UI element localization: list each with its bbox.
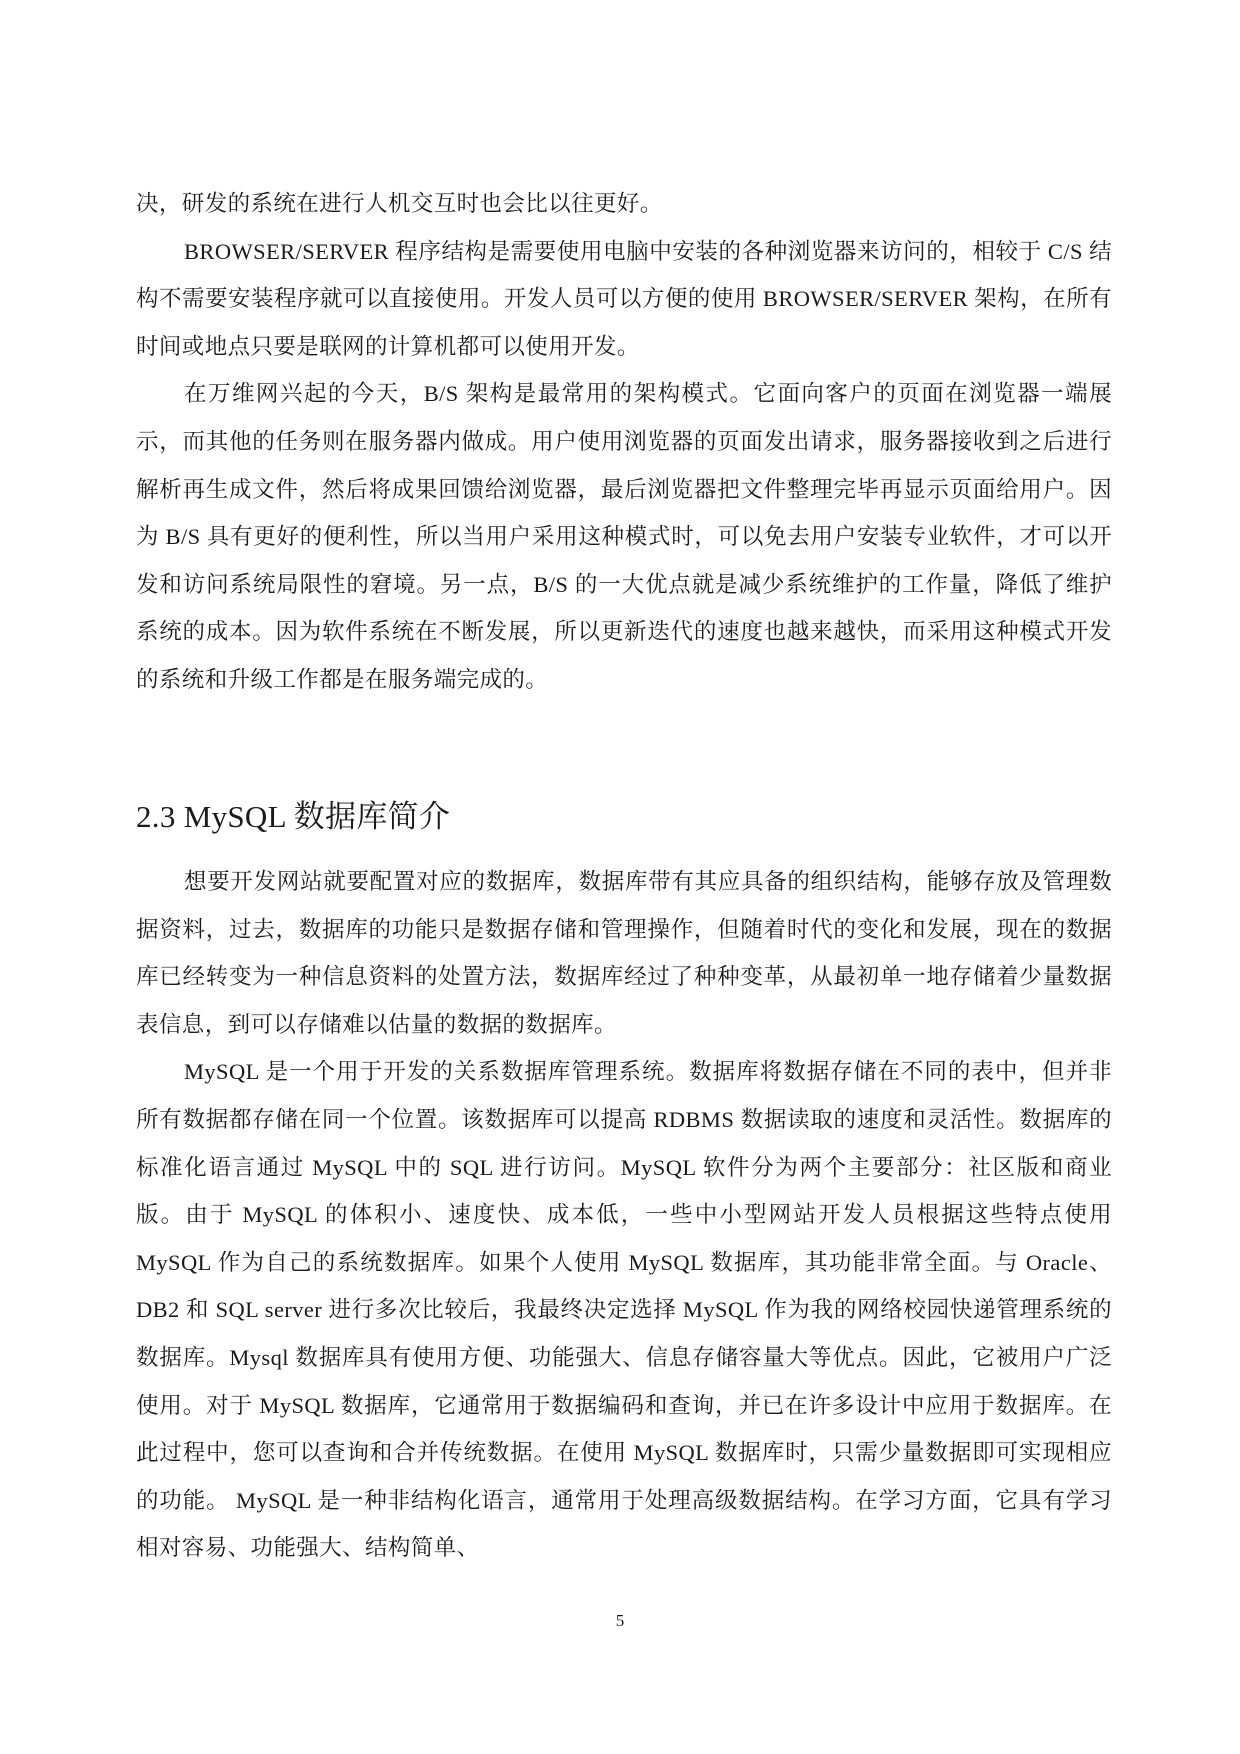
paragraph-database-intro: 想要开发网站就要配置对应的数据库，数据库带有其应具备的组织结构，能够存放及管理数据资料，过去，数据库的功能只是数据存储和管理操作，但随着时代的变化和发展，现在的数据库已经转变为一种信息资料的处置方法，数据库经过了种种变革，从最初单一地存储着少量数据表信息，到可以存储难以估量的数据的数据库。 (136, 869, 1112, 1037)
previous-section-body (136, 180, 1112, 704)
paragraph-continuation: 决，研发的系统在进行人机交互时也会比以往更好。 (136, 191, 663, 216)
section-heading: 2.3 MySQL 数据库简介 (136, 799, 451, 834)
paragraph-bs-structure: BROWSER/SERVER 程序结构是需要使用电脑中安装的各种浏览器来访问的，相较于 C/S 结构不需要安装程序就可以直接使用。开发人员可以方便的使用 BROWSER/SERVER 架构，在所有时间或地点只要是联网的计算机都可以使用开发。 (136, 238, 1112, 359)
section-body (136, 858, 1112, 1572)
page-number: 5 (615, 1611, 625, 1630)
paragraph-mysql-description: MySQL 是一个用于开发的关系数据库管理系统。数据库将数据存储在不同的表中，但并非所有数据都存储在同一个位置。该数据库可以提高 RDBMS 数据读取的速度和灵活性。数据库的标准化语言通过 MySQL 中的 SQL 进行访问。MySQL 软件分为两个主要部分：社区版和商业版。由于 MySQL 的体积小、速度快、成本低，一些中小型网站开发人员根据这些特点使用 MySQL 作为自己的系统数据库。如果个人使用 MySQL 数据库，其功能非常全面。与 Oracle、DB2 和 SQL server 进行多次比较后，我最终决定选择 MySQL 作为我的网络校园快递管理系统的数据库。Mysql 数据库具有使用方便、功能强大、信息存储容量大等优点。因此，它被用户广泛使用。对于 MySQL 数据库，它通常用于数据编码和查询，并已在许多设计中应用于数据库。在此过程中，您可以查询和合并传统数据。在使用 MySQL 数据库时，只需少量数据即可实现相应的功能。 MySQL 是一种非结构化语言，通常用于处理高级数据结构。在学习方面，它具有学习相对容易、功能强大、结构简单、 (136, 1059, 1112, 1561)
paragraph-bs-architecture: 在万维网兴起的今天，B/S 架构是最常用的架构模式。它面向客户的页面在浏览器一端展示，而其他的任务则在服务器内做成。用户使用浏览器的页面发出请求，服务器接收到之后进行解析再生成文件，然后将成果回馈给浏览器，最后浏览器把文件整理完毕再显示页面给用户。因为 B/S 具有更好的便利性，所以当用户采用这种模式时，可以免去用户安装专业软件，才可以开发和访问系统局限性的窘境。另一点，B/S 的一大优点就是减少系统维护的工作量，降低了维护系统的成本。因为软件系统在不断发展，所以更新迭代的速度也越来越快，而采用这种模式开发的系统和升级工作都是在服务端完成的。 (136, 381, 1112, 692)
